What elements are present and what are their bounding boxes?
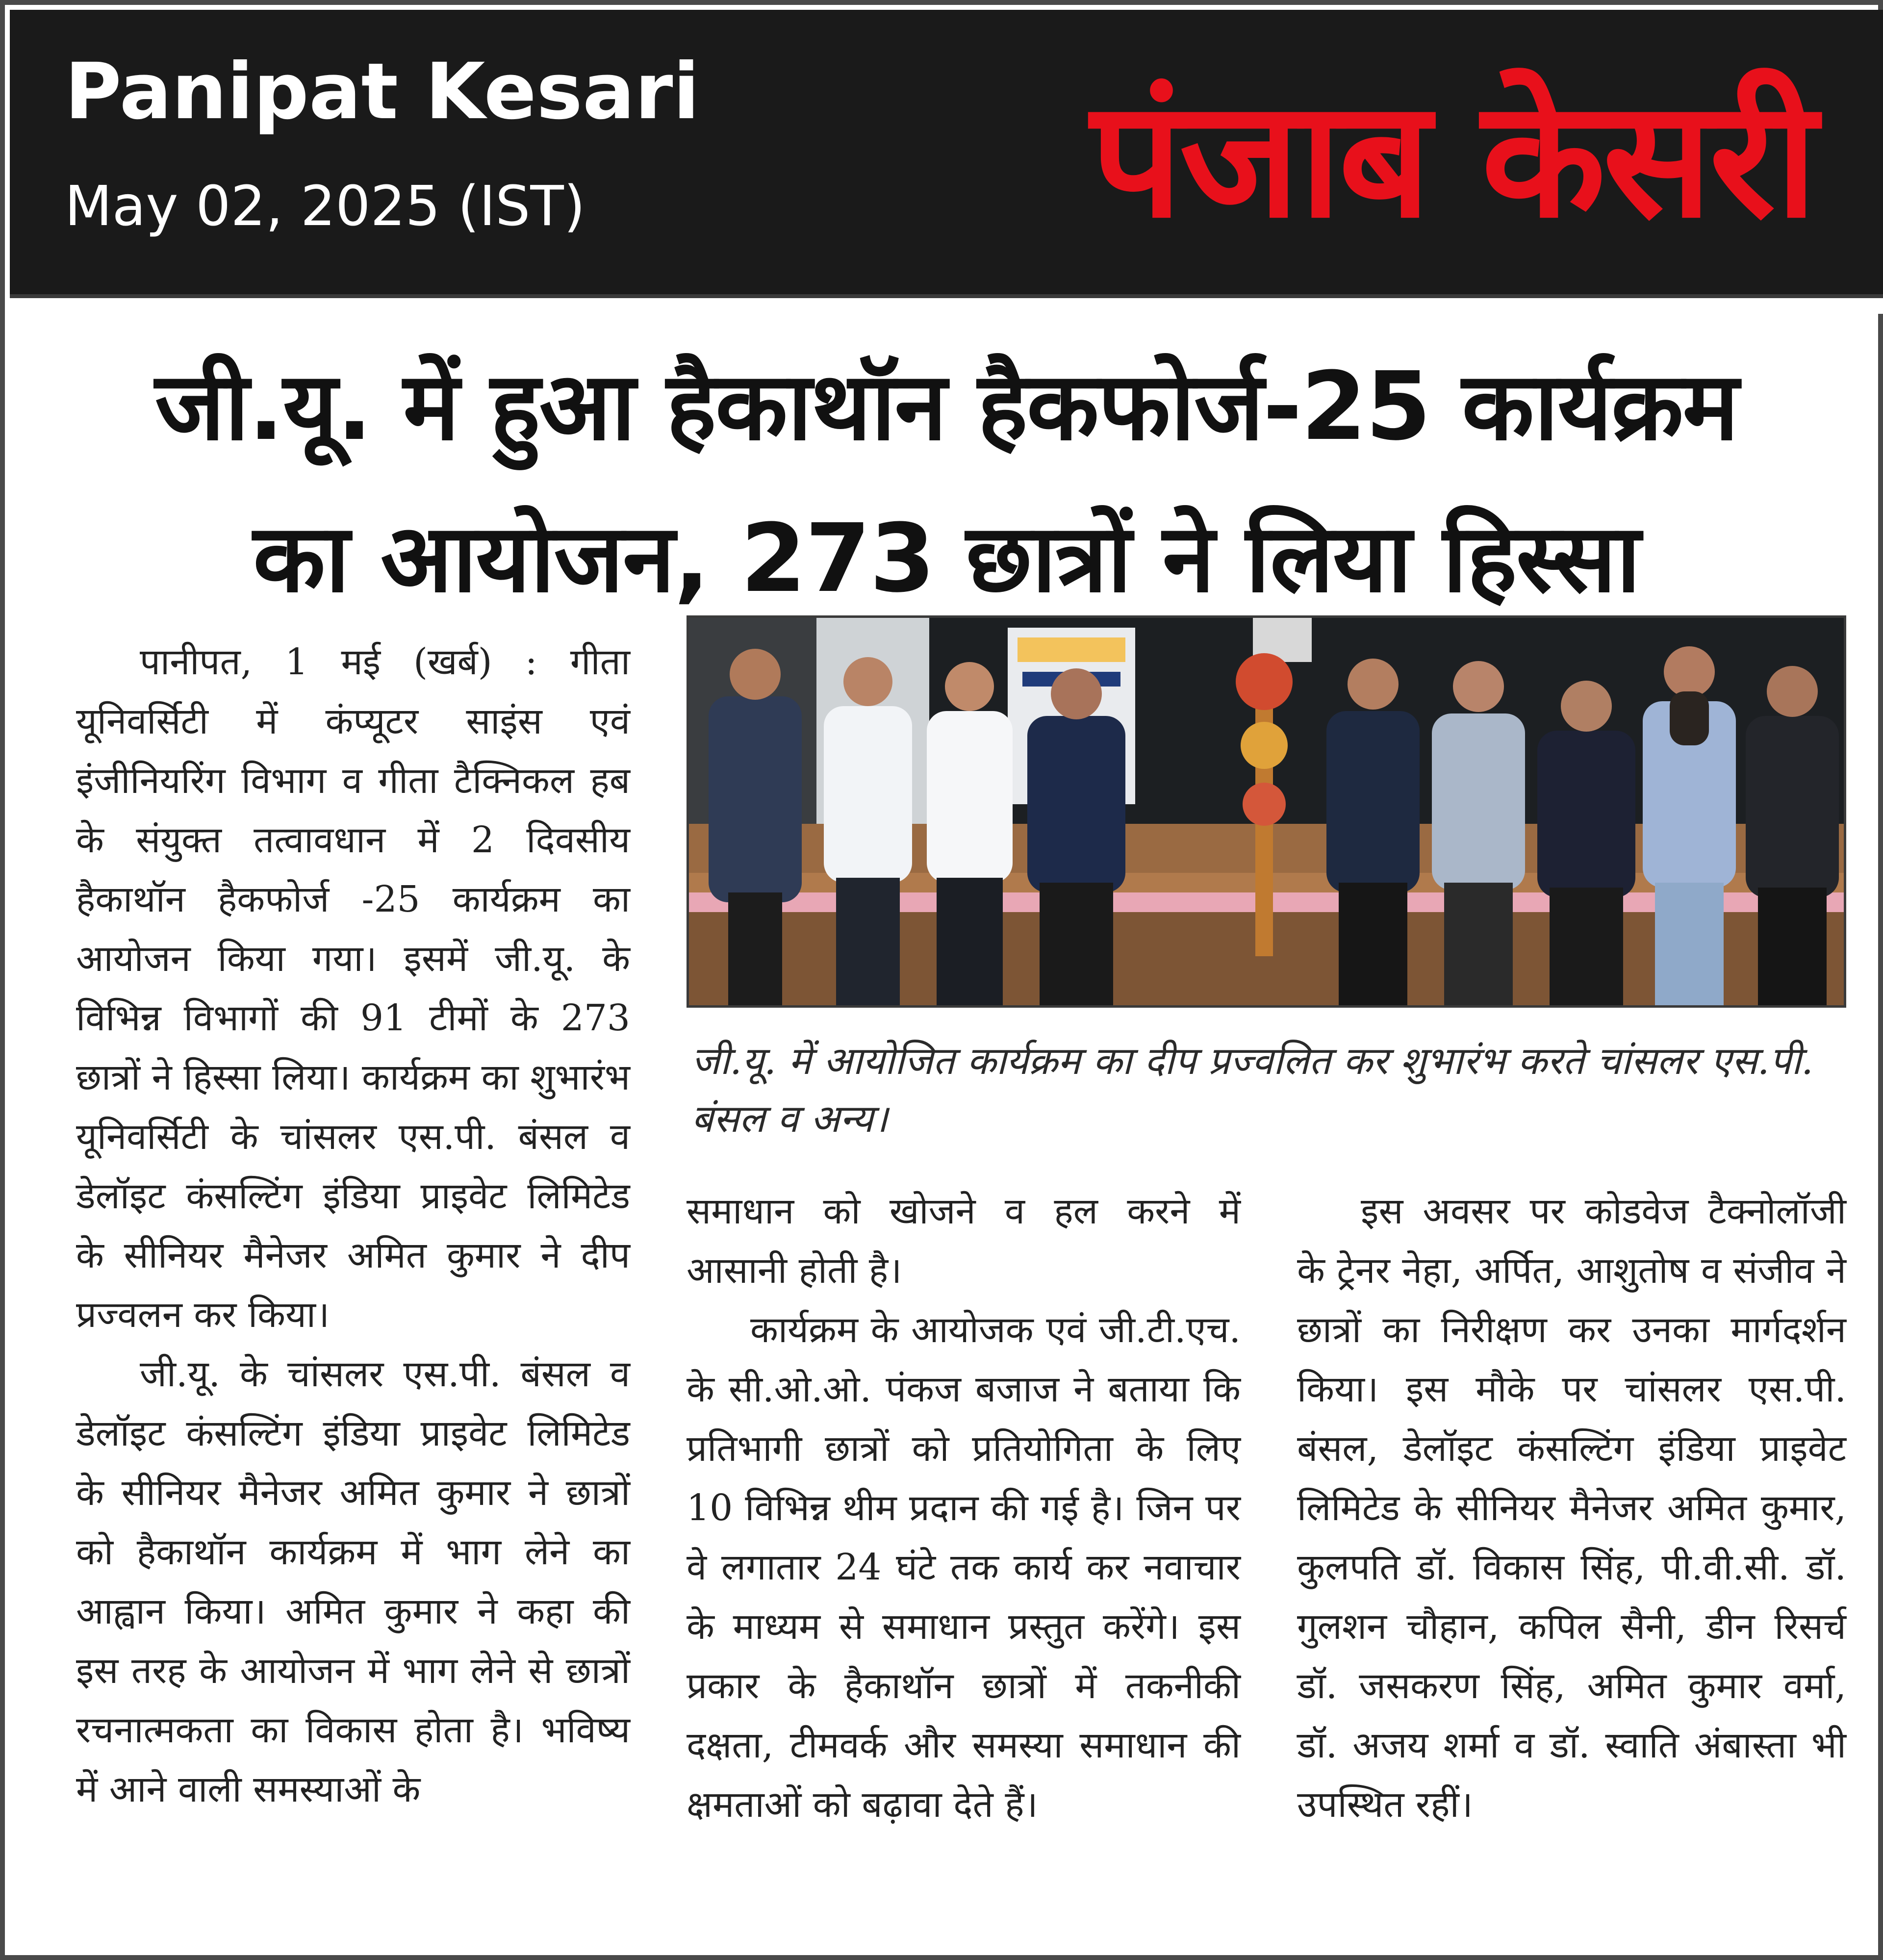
header-divider — [10, 294, 1883, 314]
paragraph: कार्यक्रम के आयोजक एवं जी.टी.एच. के सी.ओ.ओ. पंकज बजाज ने बताया कि प्रतिभागी छात्रों को प्रतियोगिता के लिए 10 विभिन्न थीम प्रदान की गई है। जिन पर वे लगातार 24 घंटे तक कार्य कर नवाचार के माध्यम से समाधान प्रस्तुत करेंगे। इस प्रकार के हैकाथॉन छात्रों में तकनीकी दक्षता, टीमवर्क और समस्या समाधान की क्षमताओं को बढ़ावा देते हैं। — [687, 1309, 1241, 1826]
header-bar — [10, 10, 1883, 294]
photo-caption: जी.यू. में आयोजित कार्यक्रम का दीप प्रज्वलित कर शुभारंभ करते चांसलर एस.पी. बंसल व अन्य। — [691, 1039, 1813, 1141]
news-photo — [687, 615, 1846, 1008]
paragraph: समाधान को खोजने व हल करने में आसानी होती है। — [687, 1190, 1241, 1292]
article-column-3 — [1297, 1182, 1846, 1834]
headline-line-1: जी.यू. में हुआ हैकाथॉन हैकफोर्ज-25 कार्यक्रम — [154, 352, 1738, 461]
edition-name: Panipat Kesari — [65, 47, 700, 137]
headline — [64, 331, 1829, 635]
article-column-2 — [687, 1182, 1241, 1834]
paragraph: पानीपत, 1 मई (खर्ब) : गीता यूनिवर्सिटी में कंप्यूटर साइंस एवं इंजीनियरिंग विभाग व गीता टैक्निकल हब के संयुक्त तत्वावधान में 2 दिवसीय हैकाथॉन हैकफोर्ज -25 कार्यक्रम का आयोजन किया गया। इसमें जी.यू. के विभिन्न विभागों की 91 टीमों के 273 छात्रों ने हिस्सा लिया। कार्यक्रम का शुभारंभ यूनिवर्सिटी के चांसलर एस.पी. बंसल व डेलॉइट कंसल्टिंग इंडिया प्राइवेट लिमिटेड के सीनियर मैनेजर अमित कुमार ने दीप प्रज्वलन कर किया। — [76, 641, 630, 1336]
masthead-logo: पंजाब केसरी — [1090, 65, 1814, 254]
paragraph: जी.यू. के चांसलर एस.पी. बंसल व डेलॉइट कंसल्टिंग इंडिया प्राइवेट लिमिटेड के सीनियर मैनेजर अमित कुमार ने छात्रों को हैकाथॉन कार्यक्रम में भाग लेने का आह्वान किया। अमित कुमार ने कहा की इस तरह के आयोजन में भाग लेने से छात्रों रचनात्मकता का विकास होता है। भविष्य में आने वाली समस्याओं के — [76, 1353, 630, 1810]
paragraph: इस अवसर पर कोडवेज टैक्नोलॉजी के ट्रेनर नेहा, अर्पित, आशुतोष व संजीव ने छात्रों का निरीक्षण कर उनका मार्गदर्शन किया। इस मौके पर चांसलर एस.पी. बंसल, डेलॉइट कंसल्टिंग इंडिया प्राइवेट लिमिटेड के सीनियर मैनेजर अमित कुमार, कुलपति डॉ. विकास सिंह, पी.वी.सी. डॉ. गुलशन चौहान, कपिल सैनी, डीन रिसर्च डॉ. जसकरण सिंह, अमित कुमार वर्मा, डॉ. अजय शर्मा व डॉ. स्वाति अंबास्ता भी उपस्थित रहीं। — [1297, 1190, 1846, 1826]
headline-line-2: का आयोजन, 273 छात्रों ने लिया हिस्सा — [253, 504, 1640, 613]
article-column-1 — [76, 633, 630, 1819]
publication-date: May 02, 2025 (IST) — [65, 175, 585, 238]
group-photo-image — [689, 618, 1844, 1005]
